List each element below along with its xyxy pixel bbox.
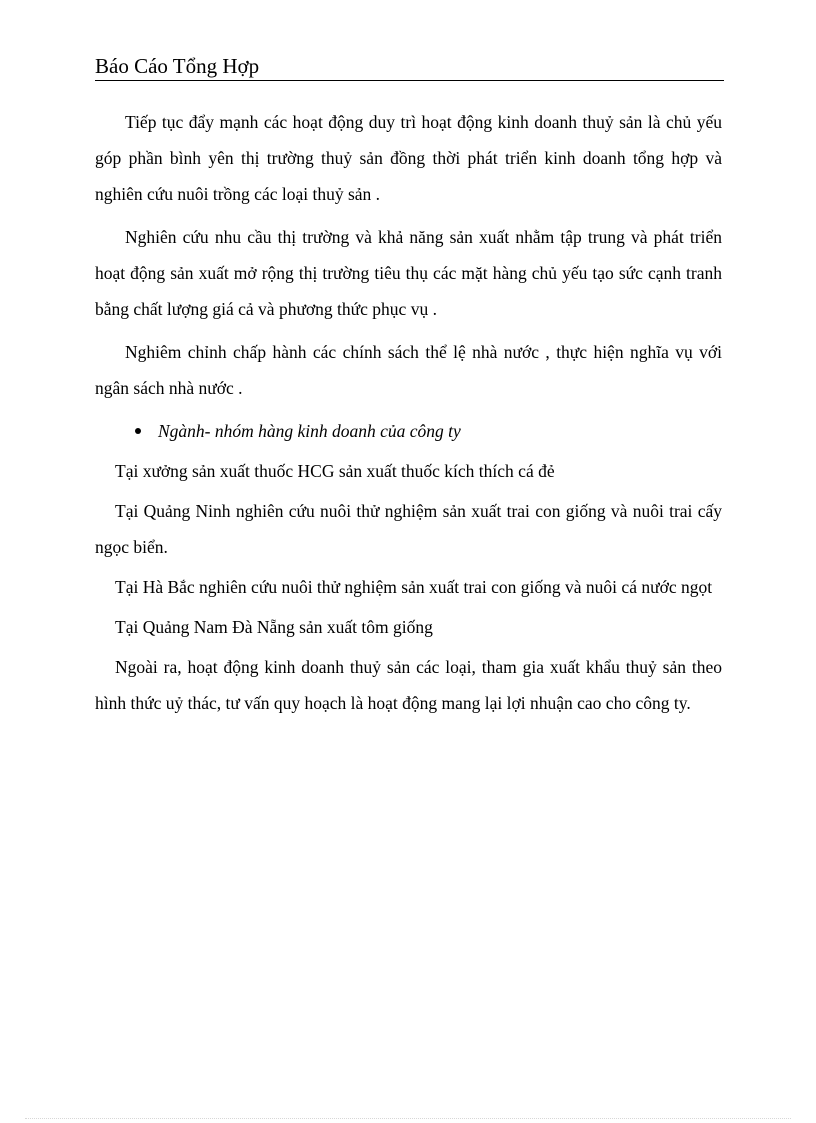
- document-body: [95, 104, 722, 721]
- business-line-quang-nam-da-nang: Tại Quảng Nam Đà Nẵng sản xuất tôm giống: [115, 617, 433, 637]
- bullet-label: Ngành- nhóm hàng kinh doanh của công ty: [158, 421, 461, 441]
- paragraph-market-research: Nghiên cứu nhu cầu thị trường và khả năng sản xuất nhằm tập trung và phát triển hoạt động sản xuất mở rộng thị trường tiêu thụ các mặt hàng chủ yếu tạo sức cạnh tranh bằng chất lượng giá cả và phương thức phục vụ .: [95, 227, 722, 319]
- paragraph-business-focus: Tiếp tục đẩy mạnh các hoạt động duy trì hoạt động kinh doanh thuỷ sản là chủ yếu góp phần bình yên thị trường thuỷ sản đồng thời phát triển kinh doanh tổng hợp và nghiên cứu nuôi trồng các loại thuỷ sản .: [95, 112, 722, 204]
- page-header: [95, 50, 724, 81]
- business-line-ha-bac: Tại Hà Bắc nghiên cứu nuôi thử nghiệm sản xuất trai con giống và nuôi cá nước ngọt: [115, 577, 713, 597]
- bullet-icon: [135, 428, 141, 434]
- business-line-other-activities: Ngoài ra, hoạt động kinh doanh thuỷ sản các loại, tham gia xuất khẩu thuỷ sản theo hình thức uỷ thác, tư vấn quy hoạch là hoạt động mang lại lợi nhuận cao cho công ty.: [95, 657, 722, 713]
- business-line-quang-ninh: Tại Quảng Ninh nghiên cứu nuôi thử nghiệm sản xuất trai con giống và nuôi trai cấy ngọc biển.: [95, 501, 722, 557]
- header-title: Báo Cáo Tổng Hợp: [95, 54, 260, 78]
- page-bottom-rule: [25, 1118, 791, 1119]
- bullet-item-business-lines: [95, 413, 722, 449]
- paragraph-policy-compliance: Nghiêm chỉnh chấp hành các chính sách thể lệ nhà nước , thực hiện nghĩa vụ với ngân sách nhà nước .: [95, 342, 722, 398]
- business-line-hcg: Tại xưởng sản xuất thuốc HCG sản xuất thuốc kích thích cá đẻ: [115, 461, 555, 481]
